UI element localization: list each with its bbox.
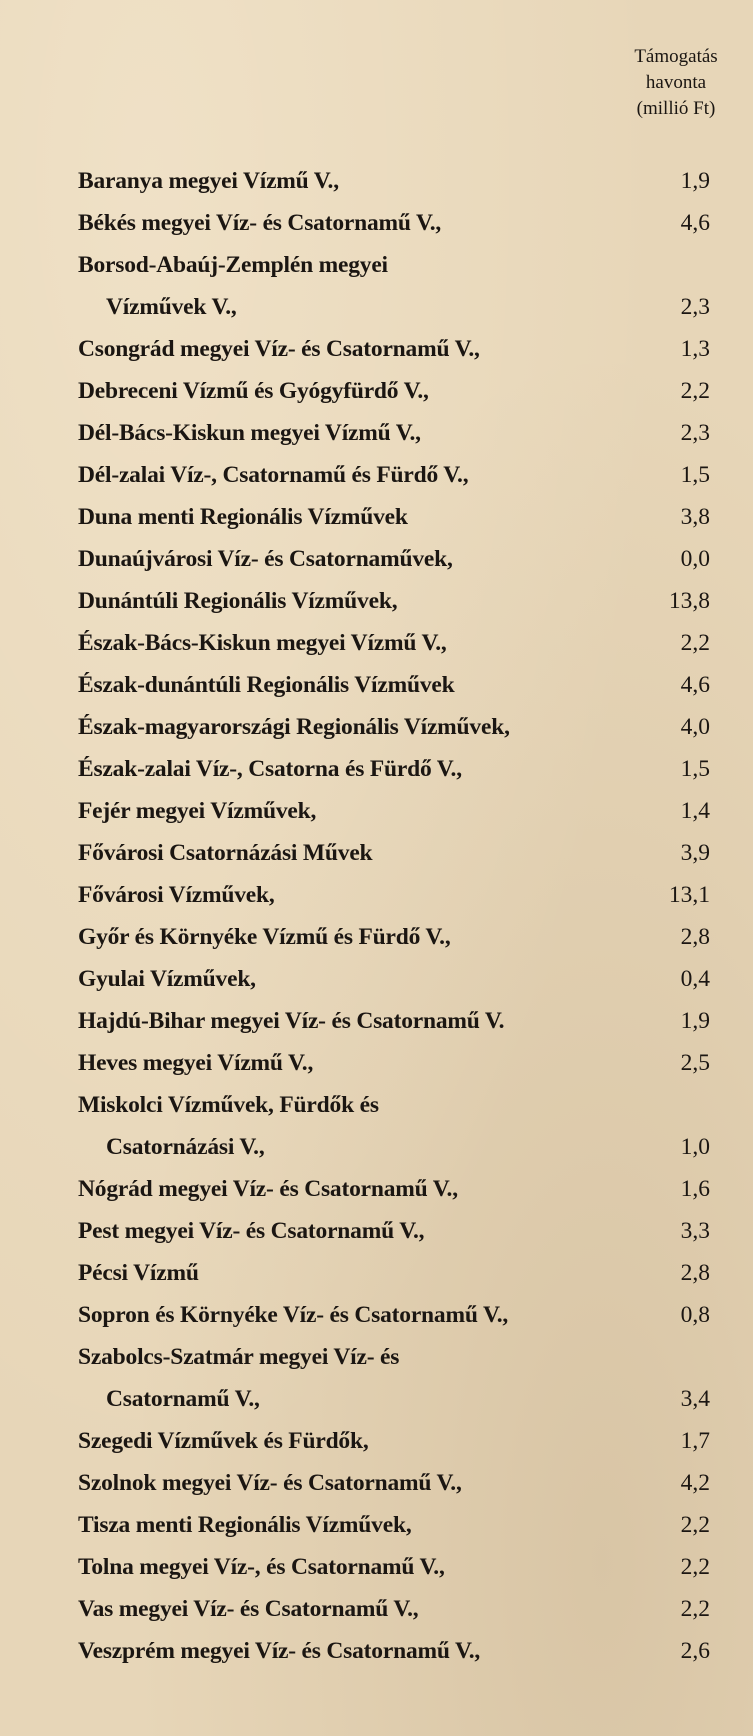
company-name (78, 622, 718, 664)
company-name (78, 370, 718, 412)
company-name (78, 1084, 718, 1168)
company-name (78, 832, 718, 874)
company-name (78, 1210, 718, 1252)
company-name (78, 1630, 718, 1672)
company-name-line: Fővárosi Vízművek, (78, 882, 275, 908)
subsidy-value: 13,8 (668, 588, 710, 614)
subsidy-value: 0,4 (680, 966, 710, 992)
company-name (78, 916, 718, 958)
table-row (78, 328, 718, 370)
company-name-line: Fővárosi Csatornázási Művek (78, 840, 373, 866)
company-name-line: Csatornázási V., (106, 1134, 265, 1160)
subsidy-value: 1,4 (680, 798, 710, 824)
company-name (78, 1420, 718, 1462)
subsidy-table (78, 160, 718, 1672)
company-name (78, 706, 718, 748)
company-name (78, 958, 718, 1000)
table-row (78, 874, 718, 916)
subsidy-value: 2,8 (680, 1260, 710, 1286)
company-name-line: Duna menti Regionális Vízművek (78, 504, 408, 530)
column-header-line: havonta (645, 72, 707, 93)
table-row (78, 1336, 718, 1420)
table-row (78, 1462, 718, 1504)
table-row (78, 1546, 718, 1588)
table-row (78, 1588, 718, 1630)
company-name (78, 496, 718, 538)
company-name-line: Nógrád megyei Víz- és Csatornamű V., (78, 1176, 458, 1202)
company-name (78, 1042, 718, 1084)
table-row (78, 706, 718, 748)
company-name (78, 874, 718, 916)
column-header (621, 44, 731, 122)
company-name (78, 1462, 718, 1504)
subsidy-value: 1,6 (680, 1176, 710, 1202)
company-name (78, 1168, 718, 1210)
column-header-line: Támogatás (634, 46, 718, 67)
company-name-line: Dunaújvárosi Víz- és Csatornaművek, (78, 546, 453, 572)
company-name (78, 328, 718, 370)
company-name-line: Csatornamű V., (106, 1386, 260, 1412)
table-row (78, 790, 718, 832)
company-name (78, 1294, 718, 1336)
company-name (78, 244, 718, 328)
subsidy-value: 3,9 (680, 840, 710, 866)
column-header-line: (millió Ft) (636, 98, 716, 119)
company-name-line: Észak-magyarországi Regionális Vízművek, (78, 714, 510, 740)
company-name-line: Győr és Környéke Vízmű és Fürdő V., (78, 924, 451, 950)
table-row (78, 958, 718, 1000)
subsidy-value: 0,8 (680, 1302, 710, 1328)
subsidy-value: 13,1 (668, 882, 710, 908)
subsidy-value: 1,9 (680, 1008, 710, 1034)
company-name-line: Baranya megyei Vízmű V., (78, 168, 339, 194)
subsidy-value: 2,3 (680, 294, 710, 320)
table-row (78, 244, 718, 328)
company-name (78, 748, 718, 790)
table-row (78, 1168, 718, 1210)
table-row (78, 1084, 718, 1168)
table-row (78, 748, 718, 790)
company-name-line: Gyulai Vízművek, (78, 966, 256, 992)
table-row (78, 832, 718, 874)
company-name-line: Szolnok megyei Víz- és Csatornamű V., (78, 1470, 462, 1496)
company-name (78, 538, 718, 580)
subsidy-value: 2,3 (680, 420, 710, 446)
company-name (78, 664, 718, 706)
company-name-line: Vízművek V., (106, 294, 237, 320)
company-name-line: Észak-zalai Víz-, Csatorna és Fürdő V., (78, 756, 462, 782)
company-name-line: Dunántúli Regionális Vízművek, (78, 588, 398, 614)
subsidy-value: 2,8 (680, 924, 710, 950)
subsidy-value: 3,3 (680, 1218, 710, 1244)
table-row (78, 160, 718, 202)
subsidy-value: 1,5 (680, 462, 710, 488)
company-name-line: Heves megyei Vízmű V., (78, 1050, 314, 1076)
company-name-line: Dél-zalai Víz-, Csatornamű és Fürdő V., (78, 462, 469, 488)
subsidy-value: 2,5 (680, 1050, 710, 1076)
table-row (78, 454, 718, 496)
company-name-line: Békés megyei Víz- és Csatornamű V., (78, 210, 442, 236)
subsidy-value: 0,0 (680, 546, 710, 572)
table-row (78, 1294, 718, 1336)
table-row (78, 412, 718, 454)
company-name-line: Fejér megyei Vízművek, (78, 798, 317, 824)
company-name-line: Sopron és Környéke Víz- és Csatornamű V., (78, 1302, 509, 1328)
company-name-line: Tolna megyei Víz-, és Csatornamű V., (78, 1554, 445, 1580)
company-name-line: Miskolci Vízművek, Fürdők és (78, 1092, 379, 1118)
company-name-line: Borsod-Abaúj-Zemplén megyei (78, 252, 388, 278)
subsidy-value: 1,5 (680, 756, 710, 782)
subsidy-value: 2,2 (680, 1554, 710, 1580)
company-name (78, 580, 718, 622)
subsidy-value: 2,6 (680, 1638, 710, 1664)
table-row (78, 664, 718, 706)
table-row (78, 496, 718, 538)
subsidy-value: 4,2 (680, 1470, 710, 1496)
company-name-line: Észak-Bács-Kiskun megyei Vízmű V., (78, 630, 447, 656)
table-row (78, 1252, 718, 1294)
company-name-line: Hajdú-Bihar megyei Víz- és Csatornamű V. (78, 1008, 505, 1034)
company-name-line: Észak-dunántúli Regionális Vízművek (78, 672, 455, 698)
company-name-line: Debreceni Vízmű és Gyógyfürdő V., (78, 378, 429, 404)
subsidy-value: 1,7 (680, 1428, 710, 1454)
subsidy-value: 2,2 (680, 1596, 710, 1622)
subsidy-value: 2,2 (680, 630, 710, 656)
table-row (78, 538, 718, 580)
subsidy-value: 3,4 (680, 1386, 710, 1412)
table-row (78, 1630, 718, 1672)
table-row (78, 1042, 718, 1084)
company-name-line: Csongrád megyei Víz- és Csatornamű V., (78, 336, 480, 362)
company-name-line: Szegedi Vízművek és Fürdők, (78, 1428, 369, 1454)
company-name (78, 412, 718, 454)
table-row (78, 1420, 718, 1462)
company-name (78, 160, 718, 202)
company-name (78, 1546, 718, 1588)
company-name (78, 1336, 718, 1420)
subsidy-value: 4,6 (680, 672, 710, 698)
subsidy-value: 3,8 (680, 504, 710, 530)
subsidy-value: 2,2 (680, 378, 710, 404)
company-name-line: Dél-Bács-Kiskun megyei Vízmű V., (78, 420, 421, 446)
subsidy-value: 4,0 (680, 714, 710, 740)
table-row (78, 1210, 718, 1252)
company-name (78, 202, 718, 244)
company-name (78, 1588, 718, 1630)
company-name (78, 454, 718, 496)
company-name-line: Tisza menti Regionális Vízművek, (78, 1512, 412, 1538)
subsidy-value: 2,2 (680, 1512, 710, 1538)
company-name-line: Veszprém megyei Víz- és Csatornamű V., (78, 1638, 481, 1664)
table-row (78, 580, 718, 622)
company-name (78, 1000, 718, 1042)
company-name-line: Pest megyei Víz- és Csatornamű V., (78, 1218, 425, 1244)
table-row (78, 916, 718, 958)
table-row (78, 202, 718, 244)
table-row (78, 622, 718, 664)
company-name-line: Pécsi Vízmű (78, 1260, 199, 1286)
company-name (78, 790, 718, 832)
table-row (78, 1504, 718, 1546)
subsidy-value: 1,0 (680, 1134, 710, 1160)
company-name-line: Szabolcs-Szatmár megyei Víz- és (78, 1344, 400, 1370)
table-row (78, 1000, 718, 1042)
table-row (78, 370, 718, 412)
company-name (78, 1504, 718, 1546)
subsidy-value: 1,3 (680, 336, 710, 362)
subsidy-value: 4,6 (680, 210, 710, 236)
company-name-line: Vas megyei Víz- és Csatornamű V., (78, 1596, 419, 1622)
subsidy-value: 1,9 (680, 168, 710, 194)
company-name (78, 1252, 718, 1294)
